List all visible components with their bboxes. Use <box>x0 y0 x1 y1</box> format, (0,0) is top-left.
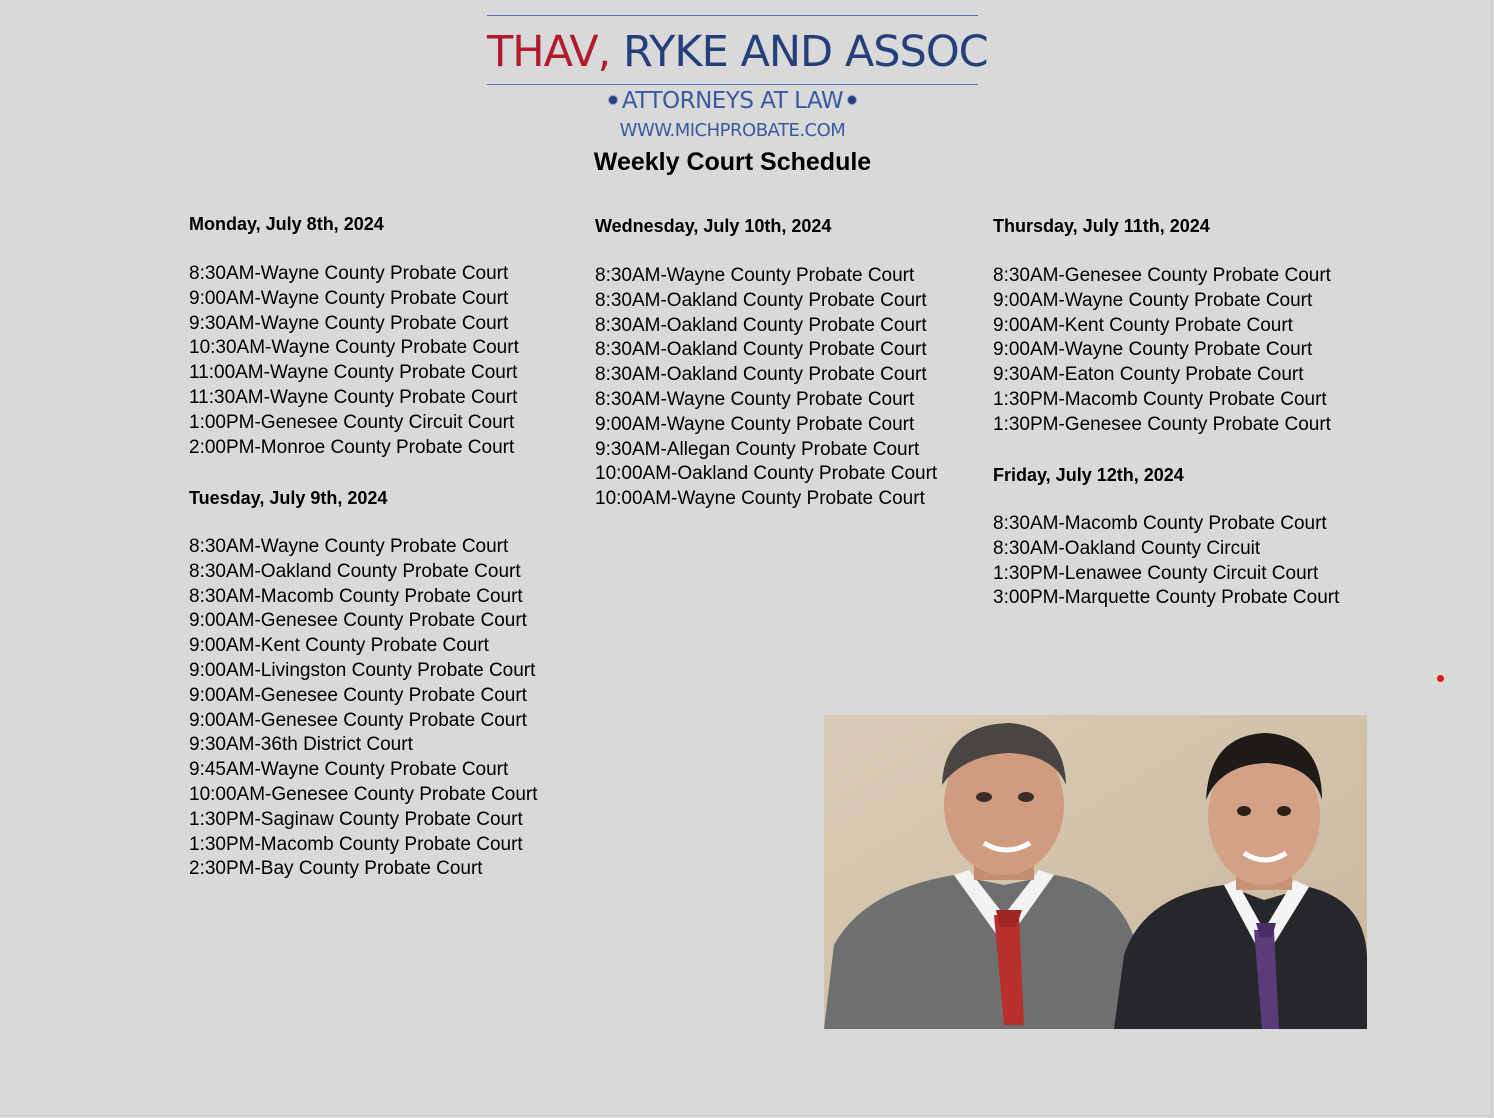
tuesday-list <box>189 535 538 882</box>
list-item: 1:30PM-Lenawee County Circuit Court <box>993 562 1319 584</box>
list-item: 9:30AM-Wayne County Probate Court <box>189 312 509 334</box>
list-item: 9:00AM-Wayne County Probate Court <box>993 289 1313 311</box>
list-item: 1:30PM-Macomb County Probate Court <box>993 388 1327 410</box>
list-item: 9:45AM-Wayne County Probate Court <box>189 759 509 781</box>
list-item: 9:00AM-Wayne County Probate Court <box>595 413 915 435</box>
tuesday-heading: Tuesday, July 9th, 2024 <box>189 488 388 508</box>
list-item: 2:00PM-Monroe County Probate Court <box>189 436 515 458</box>
list-item: 8:30AM-Macomb County Probate Court <box>189 585 523 607</box>
red-dot-mark <box>1437 675 1444 682</box>
list-item: 3:00PM-Marquette County Probate Court <box>993 587 1340 609</box>
list-item: 8:30AM-Oakland County Circuit <box>993 537 1261 559</box>
list-item: 2:30PM-Bay County Probate Court <box>189 858 483 880</box>
list-item: 9:00AM-Kent County Probate Court <box>189 635 489 657</box>
list-item: 9:00AM-Livingston County Probate Court <box>189 659 536 681</box>
wednesday-list <box>595 264 937 512</box>
list-item: 9:00AM-Kent County Probate Court <box>993 314 1293 336</box>
list-item: 9:30AM-36th District Court <box>189 734 413 756</box>
list-item: 9:00AM-Genesee County Probate Court <box>189 709 527 731</box>
list-item: 8:30AM-Wayne County Probate Court <box>189 263 509 284</box>
list-item: 8:30AM-Wayne County Probate Court <box>595 265 915 286</box>
list-item: 9:00AM-Wayne County Probate Court <box>993 339 1313 361</box>
list-item: 10:00AM-Wayne County Probate Court <box>595 488 925 510</box>
list-item: 8:30AM-Macomb County Probate Court <box>993 513 1327 534</box>
list-item: 11:00AM-Wayne County Probate Court <box>189 362 518 384</box>
list-item: 8:30AM-Genesee County Probate Court <box>993 265 1331 286</box>
attorneys-photo-icon <box>824 715 1367 1029</box>
monday-list <box>189 262 519 460</box>
bullet-dot-icon <box>608 95 618 105</box>
list-item: 9:00AM-Wayne County Probate Court <box>189 287 509 309</box>
bullet-dot-icon <box>847 95 857 105</box>
list-item: 8:30AM-Oakland County Probate Court <box>595 339 927 361</box>
firm-name-red: THAV, <box>487 27 611 77</box>
tagline-text: ATTORNEYS AT LAW <box>621 88 844 114</box>
friday-heading: Friday, July 12th, 2024 <box>993 465 1184 485</box>
list-item: 10:30AM-Wayne County Probate Court <box>189 337 519 359</box>
thursday-heading: Thursday, July 11th, 2024 <box>993 216 1210 236</box>
list-item: 1:30PM-Macomb County Probate Court <box>189 833 523 855</box>
attorneys-photo <box>824 715 1367 1029</box>
list-item: 8:30AM-Oakland County Probate Court <box>189 560 521 582</box>
list-item: 9:30AM-Eaton County Probate Court <box>993 364 1304 386</box>
thursday-list <box>993 264 1331 438</box>
logo-top-rule <box>487 15 978 16</box>
friday-list <box>993 512 1339 611</box>
list-item: 1:30PM-Saginaw County Probate Court <box>189 808 523 830</box>
list-item: 8:30AM-Wayne County Probate Court <box>595 388 915 410</box>
list-item: 9:00AM-Genesee County Probate Court <box>189 684 527 706</box>
list-item: 10:00AM-Genesee County Probate Court <box>189 783 538 805</box>
list-item: 9:30AM-Allegan County Probate Court <box>595 438 920 460</box>
firm-website: WWW.MICHPROBATE.COM <box>619 120 846 141</box>
list-item: 1:00PM-Genesee County Circuit Court <box>189 411 515 433</box>
list-item: 1:30PM-Genesee County Probate Court <box>993 413 1331 435</box>
monday-heading: Monday, July 8th, 2024 <box>189 214 384 234</box>
list-item: 8:30AM-Wayne County Probate Court <box>189 536 509 557</box>
firm-name <box>487 24 988 80</box>
list-item: 8:30AM-Oakland County Probate Court <box>595 364 927 386</box>
logo-bottom-rule <box>487 84 978 85</box>
list-item: 8:30AM-Oakland County Probate Court <box>595 314 927 336</box>
list-item: 10:00AM-Oakland County Probate Court <box>595 463 938 485</box>
list-item: 9:00AM-Genesee County Probate Court <box>189 610 527 632</box>
list-item: 8:30AM-Oakland County Probate Court <box>595 289 927 311</box>
list-item: 11:30AM-Wayne County Probate Court <box>189 386 518 408</box>
wednesday-heading: Wednesday, July 10th, 2024 <box>595 216 832 236</box>
page-title: Weekly Court Schedule <box>593 148 872 176</box>
firm-name-blue: RYKE AND ASSOC <box>623 27 988 77</box>
firm-tagline <box>487 87 978 115</box>
